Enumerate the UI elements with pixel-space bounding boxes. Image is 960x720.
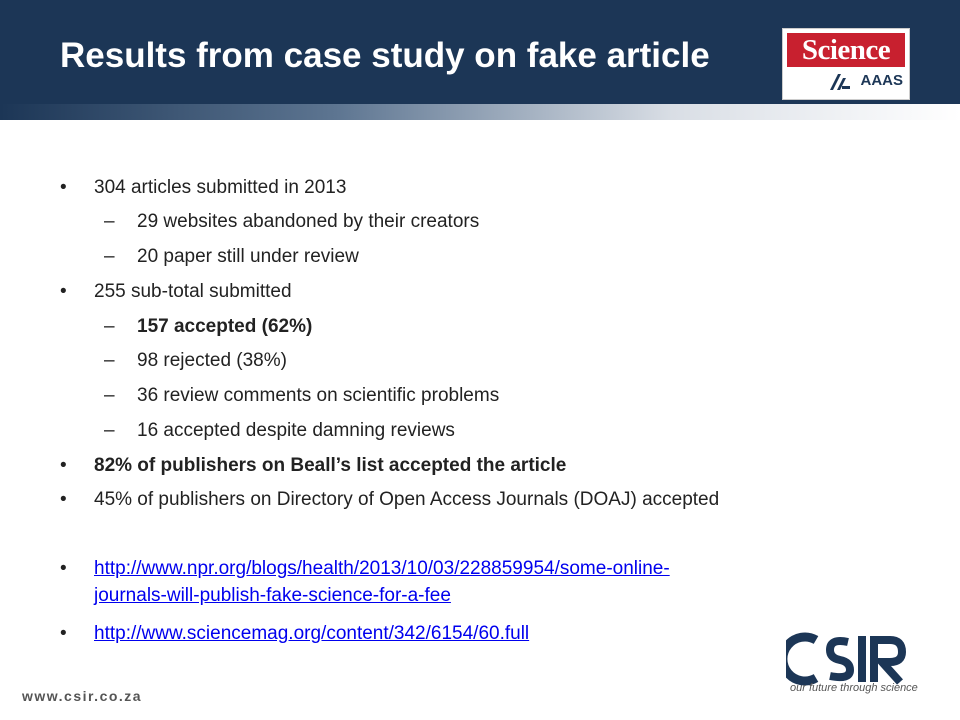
bullet-dot: • <box>60 281 67 302</box>
bullet-dot: • <box>60 489 67 510</box>
list-item: 82% of publishers on Beall’s list accepted the article <box>94 455 567 476</box>
list-item: 304 articles submitted in 2013 <box>94 177 347 198</box>
slide-title: Results from case study on fake article <box>60 36 710 75</box>
list-item: 157 accepted (62%) <box>137 316 313 337</box>
list-item: 255 sub-total submitted <box>94 281 292 302</box>
sciencemag-link[interactable]: http://www.sciencemag.org/content/342/6154/60.full <box>94 623 530 644</box>
title-bar <box>0 0 960 120</box>
list-item: 16 accepted despite damning reviews <box>137 420 455 441</box>
csir-letter-s <box>830 641 850 677</box>
list-item: 45% of publishers on Directory of Open Access Journals (DOAJ) accepted <box>94 489 720 510</box>
science-aaas-logo <box>782 28 910 100</box>
list-item: 29 websites abandoned by their creators <box>137 211 480 232</box>
bullet-dot: • <box>60 623 67 644</box>
footer-website: www.csir.co.za <box>22 688 143 704</box>
list-item: 36 review comments on scientific problems <box>137 385 500 406</box>
dash-marker: – <box>104 420 115 441</box>
npr-link[interactable]: http://www.npr.org/blogs/health/2013/10/03/228859954/some-online- <box>94 558 670 579</box>
aaas-logo-text: AAAS <box>860 72 903 89</box>
science-logo-word: Science <box>787 33 905 67</box>
dash-marker: – <box>104 316 115 337</box>
bullet-dot: • <box>60 455 67 476</box>
dash-marker: – <box>104 246 115 267</box>
csir-letter-i <box>858 636 866 682</box>
bullet-dot: • <box>60 558 67 579</box>
bullet-dot: • <box>60 177 67 198</box>
csir-letter-c <box>786 637 816 681</box>
list-item: 20 paper still under review <box>137 246 359 267</box>
csir-logo <box>786 620 916 710</box>
dash-marker: – <box>104 211 115 232</box>
list-item: 98 rejected (38%) <box>137 350 287 371</box>
dash-marker: – <box>104 385 115 406</box>
title-bar-gradient <box>0 104 960 120</box>
dash-marker: – <box>104 350 115 371</box>
npr-link-continued[interactable]: journals-will-publish-fake-science-for-a-fee <box>94 585 451 606</box>
csir-tagline: our future through science <box>790 682 918 694</box>
csir-letter-r <box>874 640 902 682</box>
